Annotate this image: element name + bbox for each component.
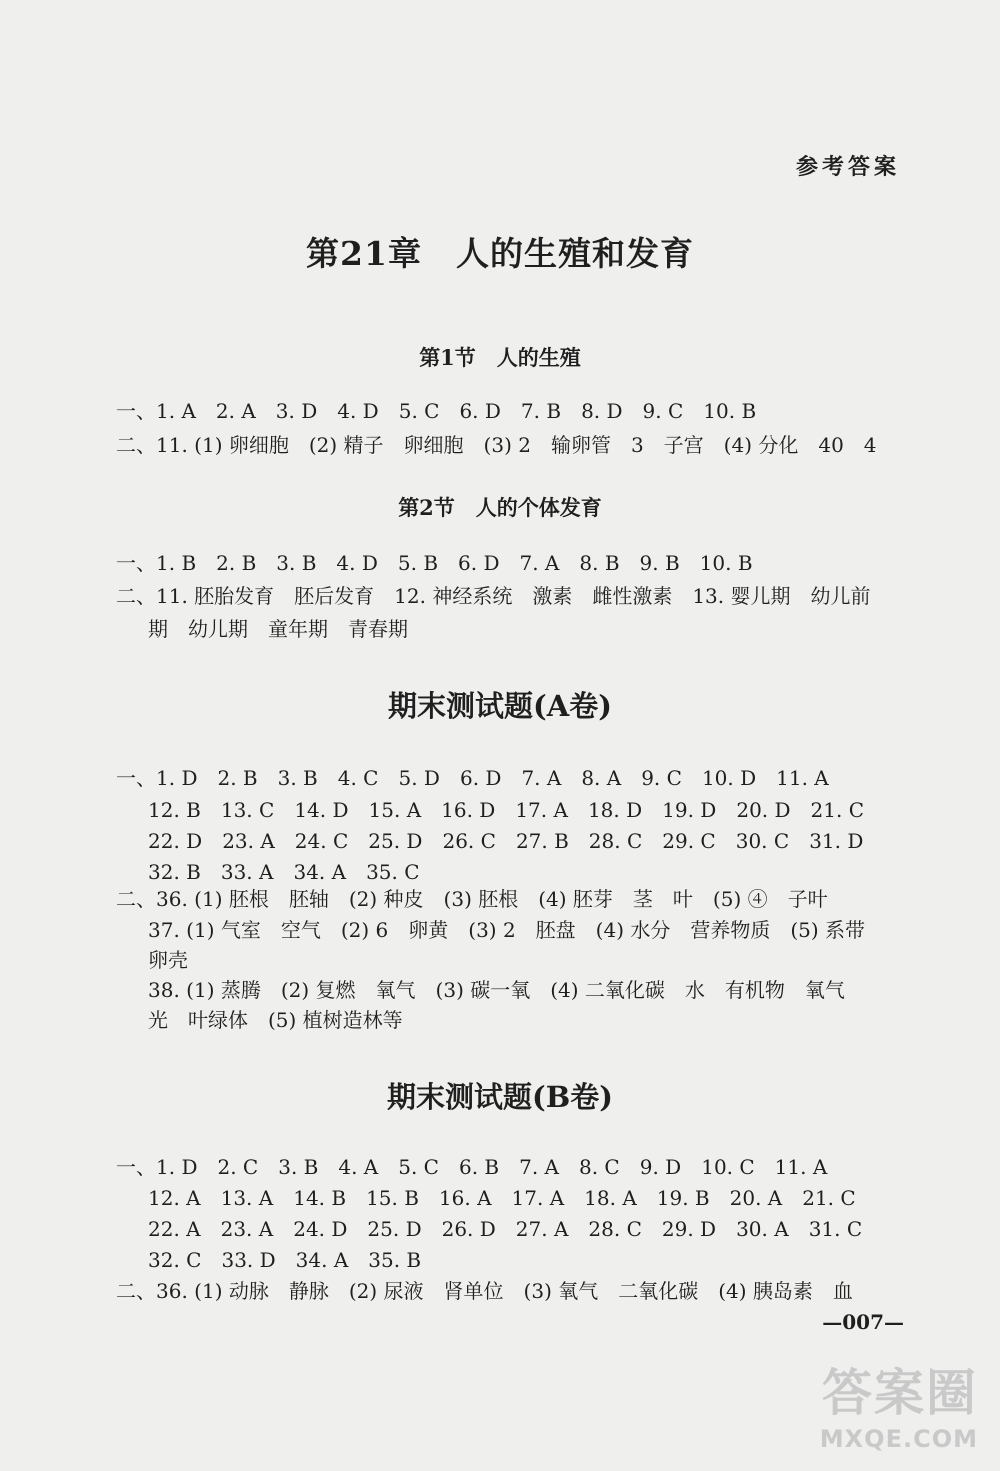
answer-line: 期 幼儿期 童年期 青春期 — [148, 617, 408, 641]
exam-a-title: 期末测试题(A卷) — [388, 689, 612, 723]
section-title-1: 第1节 人的生殖 — [419, 345, 581, 370]
answer-line: 37. (1) 气室 空气 (2) 6 卵黄 (3) 2 胚盘 (4) 水分 营养物质 (5) 系带 — [148, 918, 866, 942]
watermark-sub: MXQE.COM — [819, 1425, 978, 1453]
watermark-main: 答案圈 — [822, 1364, 978, 1422]
answer-line: 32. B 33. A 34. A 35. C — [148, 860, 420, 884]
section-title-2: 第2节 人的个体发育 — [398, 495, 602, 520]
answer-line: 二、11. (1) 卵细胞 (2) 精子 卵细胞 (3) 2 输卵管 3 子宫 (4) 分化 40 4 — [116, 433, 877, 457]
page-number: —007— — [822, 1310, 904, 1334]
chapter-title: 第21章 人的生殖和发育 — [306, 234, 694, 273]
answer-line: 一、1. B 2. B 3. B 4. D 5. B 6. D 7. A 8. B 9. B 10. B — [116, 551, 753, 575]
answer-line: 22. D 23. A 24. C 25. D 26. C 27. B 28. C 29. C 30. C 31. D — [148, 829, 864, 853]
answer-line: 光 叶绿体 (5) 植树造林等 — [148, 1008, 403, 1032]
answer-line: 二、11. 胚胎发育 胚后发育 12. 神经系统 激素 雌性激素 13. 婴儿期 幼儿前 — [116, 584, 871, 608]
answer-line: 22. A 23. A 24. D 25. D 26. D 27. A 28. C 29. D 30. A 31. C — [148, 1217, 863, 1241]
header-label: 参考答案 — [795, 154, 900, 180]
exam-b-title: 期末测试题(B卷) — [387, 1080, 613, 1114]
answer-line: 32. C 33. D 34. A 35. B — [148, 1248, 422, 1272]
answer-line: 12. B 13. C 14. D 15. A 16. D 17. A 18. D 19. D 20. D 21. C — [148, 798, 865, 822]
answer-line: 二、36. (1) 动脉 静脉 (2) 尿液 肾单位 (3) 氧气 二氧化碳 (4) 胰岛素 血 — [116, 1279, 853, 1303]
answer-line: 二、36. (1) 胚根 胚轴 (2) 种皮 (3) 胚根 (4) 胚芽 茎 叶 (5) ④ 子叶 — [116, 887, 828, 911]
answer-line: 一、1. A 2. A 3. D 4. D 5. C 6. D 7. B 8. D 9. C 10. B — [116, 399, 757, 423]
answer-line: 一、1. D 2. B 3. B 4. C 5. D 6. D 7. A 8. A 9. C 10. D 11. A — [116, 766, 829, 790]
answer-line: 12. A 13. A 14. B 15. B 16. A 17. A 18. A 19. B 20. A 21. C — [148, 1186, 856, 1210]
watermark-logo — [820, 1353, 978, 1453]
answer-line: 一、1. D 2. C 3. B 4. A 5. C 6. B 7. A 8. C 9. D 10. C 11. A — [116, 1155, 828, 1179]
answer-line: 38. (1) 蒸腾 (2) 复燃 氧气 (3) 碳一氧 (4) 二氧化碳 水 有机物 氧气 — [148, 978, 845, 1002]
answer-line: 卵壳 — [148, 948, 188, 972]
